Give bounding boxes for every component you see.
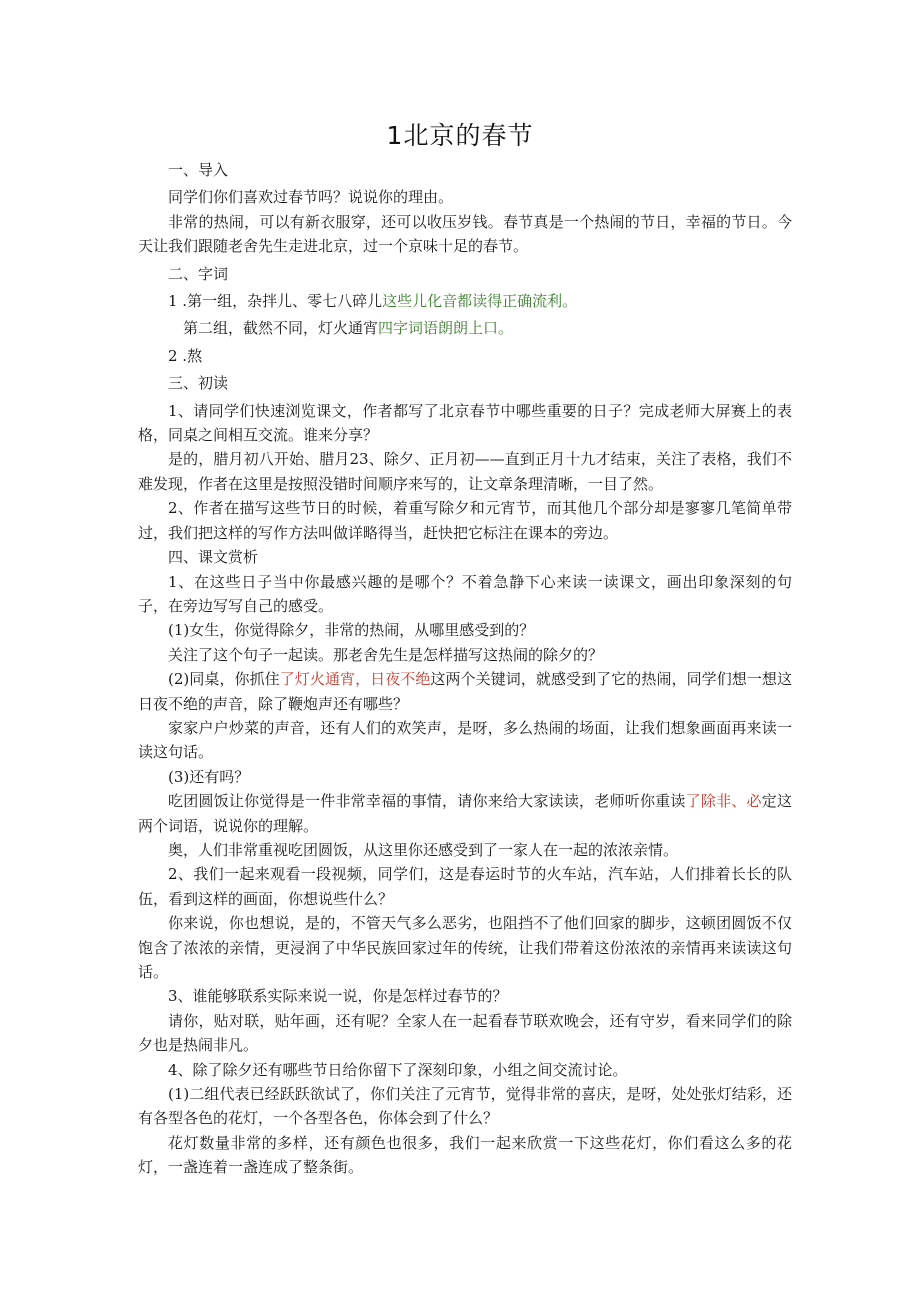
text-run: 是的，腊月初八开始、腊月23、除夕、正月初——直到正月十九才结束，关注了表格，我们不难发现，作者在这里是按照没错时间顺序来写的，让文章条理清晰，一目了然。 xyxy=(138,450,792,493)
paragraph xyxy=(138,262,792,286)
text-run: 同学们你们喜欢过春节吗？说说你的理由。 xyxy=(168,188,454,207)
highlighted-text: 这些儿化音都读得正确流利。 xyxy=(382,292,578,311)
paragraph xyxy=(138,1131,792,1180)
paragraph xyxy=(138,911,792,984)
text-run: 请你，贴对联，贴年画，还有呢？全家人在一起看春节联欢晚会，还有守岁，看来同学们的除夕也是热闹非凡。 xyxy=(138,1011,792,1055)
paragraph xyxy=(138,289,792,313)
paragraph xyxy=(138,618,792,642)
text-run: 二、字词 xyxy=(168,264,229,283)
text-run: 非常的热闹，可以有新衣服穿，还可以收压岁钱。春节真是一个热闹的节日，幸福的节日。今天让我们跟随老舍先生走进北京，过一个京味十足的春节。 xyxy=(138,212,792,256)
paragraph xyxy=(138,789,792,838)
paragraph xyxy=(138,399,792,448)
paragraph xyxy=(138,570,792,619)
paragraph xyxy=(138,716,792,765)
text-run: 一、导入 xyxy=(168,161,229,179)
text-run: 2、作者在描写这些节日的时候，着重写除夕和元宵节，而其他几个部分却是寥寥几笔简单带过，我们把这样的写作方法叫做详略得当，赶快把它标注在课本的旁边。 xyxy=(138,499,792,542)
highlighted-text: 四字词语朗朗上口。 xyxy=(378,319,514,338)
text-run: (3)还有吗？ xyxy=(168,767,250,786)
text-run: 三、初读 xyxy=(168,374,229,393)
paragraph xyxy=(138,158,792,182)
text-run: 花灯数量非常的多样，还有颜色也很多，我们一起来欣赏一下这些花灯，你们看这么多的花灯，一盏连着一盏连成了整条街。 xyxy=(138,1133,792,1177)
paragraph xyxy=(138,344,792,368)
text-run: 家家户户炒菜的声音，还有人们的欢笑声，是呀，多么热闹的场面，让我们想象画面再来读一读这句话。 xyxy=(138,718,792,762)
text-run: 第二组，截然不同，灯火通宵 xyxy=(183,319,379,338)
text-run: (1)女生，你觉得除夕，非常的热闹，从哪里感受到的？ xyxy=(168,621,535,640)
paragraph xyxy=(138,667,792,716)
paragraph xyxy=(138,545,792,569)
page-title: 1北京的春节 xyxy=(386,121,534,150)
highlighted-text: 了除非、必 xyxy=(685,792,762,811)
text-run: (2)同桌，你抓住 xyxy=(168,670,280,689)
paragraph xyxy=(138,447,792,496)
paragraph xyxy=(138,185,792,209)
text-run: 1 .第一组，杂拌儿、零七八碎儿 xyxy=(168,292,383,311)
text-run: (1)二组代表已经跃跃欲试了，你们关注了元宵节，觉得非常的喜庆，是呀，处处张灯结彩，还有各型各色的花灯，一个各型各色，你体会到了什么？ xyxy=(138,1085,792,1128)
paragraph xyxy=(138,765,792,789)
text-run: 定这两个词语，说说你的理解。 xyxy=(138,792,792,835)
paragraph xyxy=(138,371,792,395)
text-run: 你来说，你也想说，是的，不管天气多么恶劣，也阻挡不了他们回家的脚步，这顿团圆饭不仅饱含了浓浓的亲情，更浸润了中华民族回家过年的传统，让我们带着这份浓浓的亲情再来读读这句话。 xyxy=(138,914,792,981)
text-run: 奥，人们非常重视吃团圆饭，从这里你还感受到了一家人在一起的浓浓亲情。 xyxy=(168,840,679,859)
paragraph xyxy=(138,316,792,340)
highlighted-text: 了灯火通宵，日夜不绝 xyxy=(279,670,431,689)
paragraph xyxy=(138,643,792,667)
paragraph xyxy=(138,1082,792,1131)
text-run: 这两个关键词，就感受到了它的热闹，同学们想一想这日夜不绝的声音，除了鞭炮声还有哪些？ xyxy=(138,670,792,713)
paragraph xyxy=(138,984,792,1008)
text-run: 2、我们一起来观看一段视频，同学们，这是春运时节的火车站，汽车站，人们排着长长的队伍，看到这样的画面，你想说些什么？ xyxy=(138,865,792,908)
text-run: 关注了这个句子一起读。那老舍先生是怎样描写这热闹的除夕的？ xyxy=(168,645,604,664)
paragraph xyxy=(138,496,792,545)
paragraph xyxy=(138,862,792,911)
paragraph xyxy=(138,1009,792,1058)
document-body xyxy=(138,155,792,1180)
paragraph xyxy=(138,838,792,862)
text-run: 2 .熬 xyxy=(168,346,203,365)
paragraph xyxy=(138,1058,792,1082)
text-run: 四、课文赏析 xyxy=(168,548,259,567)
text-run: 吃团圆饭让你觉得是一件非常幸福的事情，请你来给大家读读，老师听你重读 xyxy=(168,792,686,811)
text-run: 3、谁能够联系实际来说一说，你是怎样过春节的？ xyxy=(168,987,508,1006)
paragraph xyxy=(138,210,792,259)
text-run: 1、请同学们快速浏览课文，作者都写了北京春节中哪些重要的日子？完成老师大屏赛上的表格，同桌之间相互交流。谁来分享？ xyxy=(138,401,792,445)
text-run: 4、除了除夕还有哪些节日给你留下了深刻印象，小组之间交流讨论。 xyxy=(168,1060,628,1079)
text-run: 1、在这些日子当中你最感兴趣的是哪个？不着急静下心来读一读课文，画出印象深刻的句子，在旁边写写自己的感受。 xyxy=(138,572,792,615)
